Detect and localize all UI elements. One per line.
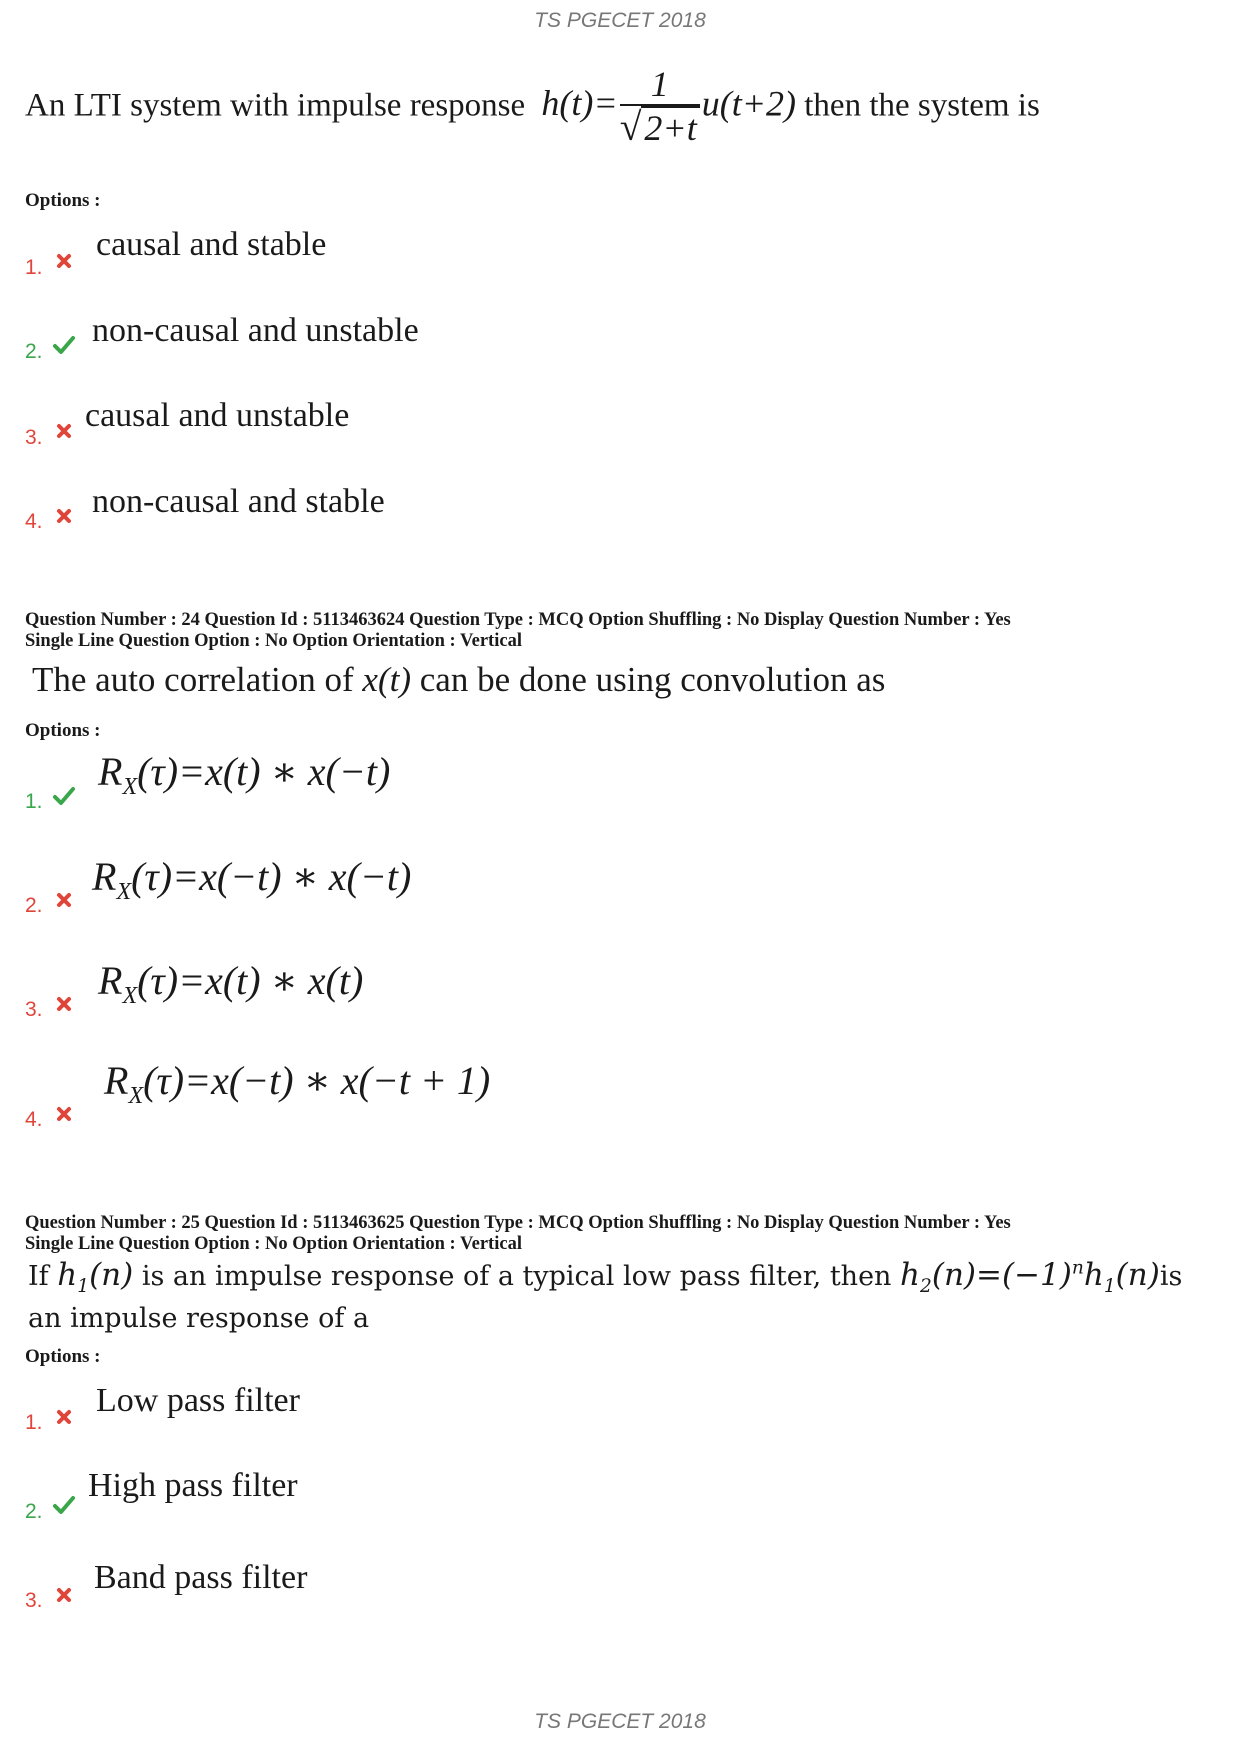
cross-icon [56, 253, 72, 269]
q23-eq-rhs: u(t+2) [701, 83, 796, 124]
q23-options-label: Options : [25, 190, 101, 211]
option-text: Band pass filter [94, 1559, 308, 1596]
q23-stem [25, 66, 1040, 149]
q24-stem-var: x(t) [362, 660, 411, 699]
option-equation: $R_X(\tau)=x(t)$ ∗ x(t) [98, 958, 364, 1009]
q25-stem-is: is [1159, 1261, 1183, 1292]
page-footer: TS PGECET 2018 [534, 1710, 706, 1733]
option-equation: $R_X(\tau)=x(t)$ ∗ x(−t) [98, 749, 391, 800]
q25-meta-line1: Question Number : 25 Question Id : 5113463625 Question Type : MCQ Option Shuffling : No Display Question Number : Yes [25, 1213, 1011, 1233]
q25-meta-line2: Single Line Question Option : No Option Orientation : Vertical [25, 1234, 522, 1254]
page-header: TS PGECET 2018 [534, 9, 706, 32]
q23-stem-prefix: An LTI system with impulse response [25, 87, 526, 124]
cross-icon [56, 423, 72, 439]
option-number: 2. [25, 1500, 43, 1523]
check-icon [52, 335, 76, 355]
option-number: 2. [25, 894, 43, 917]
option-text: High pass filter [88, 1467, 298, 1504]
q23-eq-lhs: h(t)= [541, 83, 618, 124]
q24-meta-line1: Question Number : 24 Question Id : 5113463624 Question Type : MCQ Option Shuffling : No Display Question Number : Yes [25, 610, 1011, 630]
cross-icon [56, 1409, 72, 1425]
q23-eq-den: 2+t [641, 106, 699, 148]
cross-icon [56, 996, 72, 1012]
check-icon [52, 1495, 76, 1515]
q23-stem-suffix: then the system is [804, 87, 1040, 124]
option-number: 1. [25, 790, 43, 813]
q24-meta-line2: Single Line Question Option : No Option Orientation : Vertical [25, 631, 522, 651]
q25-options-label: Options : [25, 1346, 101, 1367]
q25-stem-if: If [28, 1261, 49, 1292]
option-text: causal and unstable [85, 397, 350, 434]
q24-stem-a: The auto correlation of [32, 660, 354, 699]
option-number: 3. [25, 1589, 43, 1612]
cross-icon [56, 892, 72, 908]
option-equation: $R_X(\tau)=x(-t)$ ∗ x(−t) [92, 854, 412, 905]
q25-eq: $h_2(n)=(-1)^nh_1(n)$ [900, 1257, 1160, 1298]
option-number: 4. [25, 1108, 43, 1131]
option-text: Low pass filter [96, 1382, 300, 1419]
cross-icon [56, 1106, 72, 1122]
cross-icon [56, 1587, 72, 1603]
q25-stem-mid: is an impulse response of a typical low pass filter, then [141, 1261, 892, 1292]
option-text: non-causal and stable [92, 483, 385, 520]
q25-stem-line2: an impulse response of a [28, 1303, 370, 1334]
q24-stem [32, 660, 885, 700]
option-equation: $R_X(\tau)=x(-t)$ ∗ x(−t + 1) [104, 1058, 491, 1109]
q23-eq-num: 1 [650, 64, 669, 104]
q25-stem-line1 [28, 1257, 1182, 1297]
option-text: causal and stable [96, 226, 327, 263]
option-number: 2. [25, 340, 43, 363]
option-number: 3. [25, 998, 43, 1021]
q24-options-label: Options : [25, 720, 101, 741]
option-number: 4. [25, 510, 43, 533]
option-number: 3. [25, 426, 43, 449]
option-number: 1. [25, 1411, 43, 1434]
q24-stem-b: can be done using convolution as [419, 660, 886, 699]
check-icon [52, 786, 76, 806]
q23-fraction: $\frac{1}{√2+t}$ [620, 66, 700, 149]
option-text: non-causal and unstable [92, 312, 419, 349]
option-number: 1. [25, 256, 43, 279]
cross-icon [56, 508, 72, 524]
q25-h1: $h_1(n)$ [57, 1257, 134, 1298]
